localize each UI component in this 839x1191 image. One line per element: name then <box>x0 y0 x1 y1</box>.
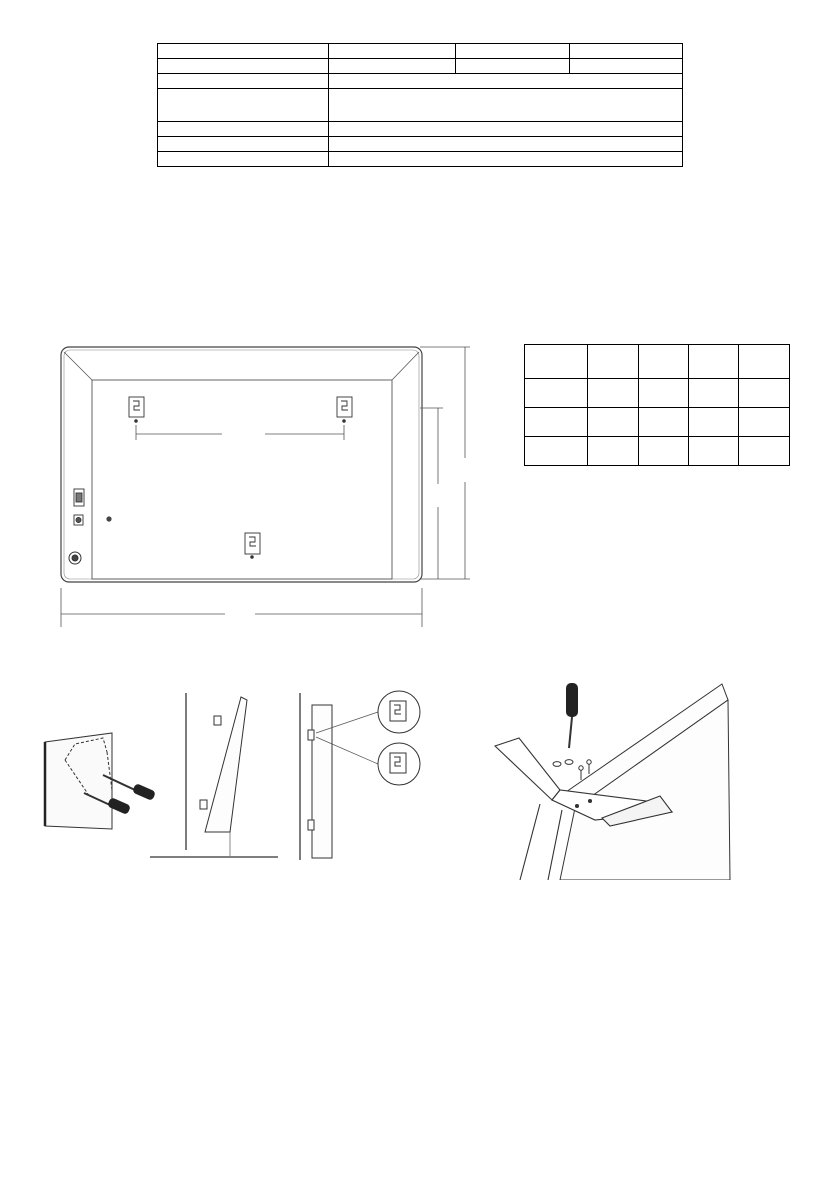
table-cell <box>689 408 739 437</box>
table-cell <box>639 437 689 466</box>
table-cell <box>588 437 639 466</box>
control-knob-icon <box>74 515 83 525</box>
table-cell <box>456 59 570 74</box>
table-row <box>525 437 790 466</box>
screwdriver-icon <box>566 683 578 748</box>
table-cell <box>329 44 456 59</box>
table-cell <box>639 345 689 379</box>
bracket-detail-icon <box>378 691 420 733</box>
table-cell <box>739 437 790 466</box>
table-cell <box>158 152 329 167</box>
table-cell <box>588 379 639 408</box>
table-cell <box>158 89 329 122</box>
table-cell <box>689 379 739 408</box>
table-row <box>158 74 683 89</box>
table-cell <box>158 59 329 74</box>
spec-table <box>157 43 683 167</box>
table-cell <box>158 74 329 89</box>
table-cell <box>570 59 683 74</box>
table-cell <box>456 44 570 59</box>
wall-panel-drawing <box>45 733 112 829</box>
table-cell <box>158 137 329 152</box>
screw-icon <box>553 760 591 780</box>
heater-body <box>560 684 730 880</box>
dimension-table <box>524 344 790 466</box>
table-cell <box>570 44 683 59</box>
table-cell <box>329 152 683 167</box>
table-row <box>158 152 683 167</box>
table-row <box>525 408 790 437</box>
heater-side-view <box>308 705 332 858</box>
table-cell <box>525 345 588 379</box>
heater-dimension-drawing <box>0 330 500 635</box>
table-cell <box>689 437 739 466</box>
legs-installation-illustration <box>488 660 738 880</box>
table-cell <box>329 137 683 152</box>
table-cell <box>739 408 790 437</box>
table-cell <box>158 44 329 59</box>
screw-icon <box>106 516 111 521</box>
table-cell <box>588 408 639 437</box>
table-row <box>158 44 683 59</box>
table-cell <box>639 379 689 408</box>
heater-side-view <box>200 697 247 832</box>
power-switch-icon <box>74 489 84 506</box>
wall-bracket-icon <box>337 397 352 422</box>
table-row <box>158 59 683 74</box>
table-cell <box>158 122 329 137</box>
table-cell <box>525 437 588 466</box>
table-cell <box>329 89 683 122</box>
wall-bracket-icon <box>245 533 260 558</box>
table-cell <box>329 122 683 137</box>
table-cell <box>588 345 639 379</box>
table-row <box>158 122 683 137</box>
table-cell <box>329 74 683 89</box>
table-cell <box>739 345 790 379</box>
table-cell <box>329 59 456 74</box>
table-row <box>525 379 790 408</box>
table-cell <box>525 379 588 408</box>
thermostat-dial-icon <box>69 552 81 564</box>
table-row <box>525 345 790 379</box>
table-row <box>158 89 683 122</box>
wall-mount-illustration <box>40 690 500 870</box>
table-cell <box>525 408 588 437</box>
bracket-detail-icon <box>378 743 420 785</box>
wall-bracket-icon <box>129 397 144 422</box>
table-cell <box>639 408 689 437</box>
table-cell <box>739 379 790 408</box>
table-row <box>158 137 683 152</box>
table-cell <box>689 345 739 379</box>
